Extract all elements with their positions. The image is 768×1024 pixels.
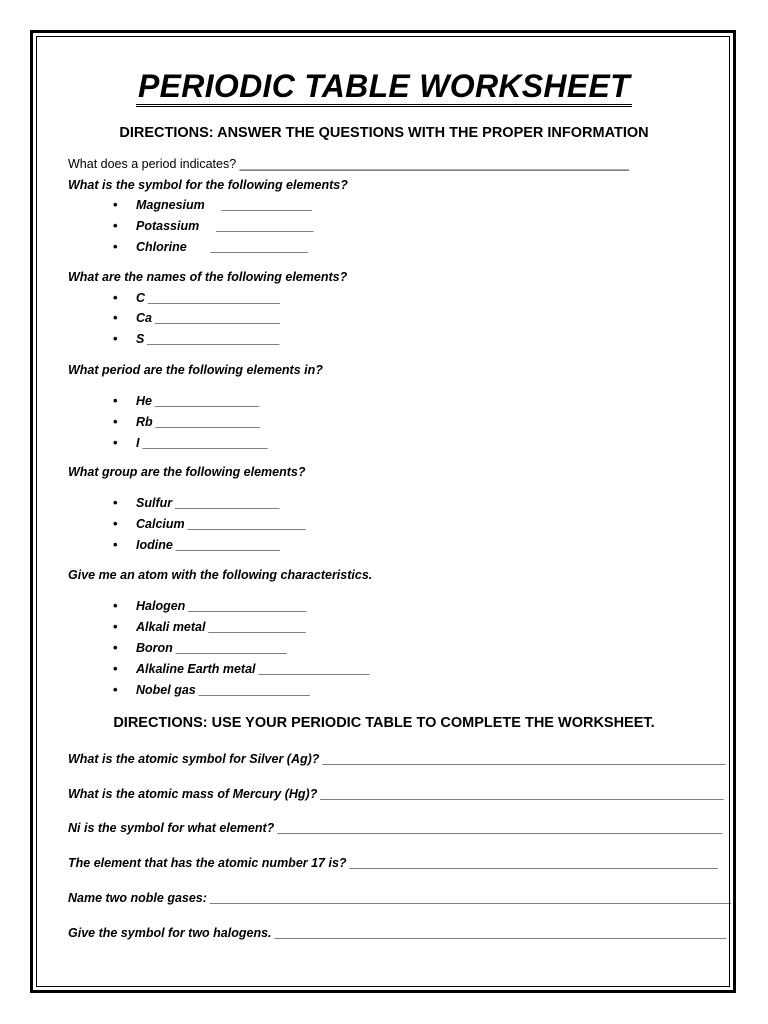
question-period: What does a period indicates? ________________________________________________________ <box>68 157 629 171</box>
group-item: Iodine _______________ <box>136 538 281 552</box>
bullet-dot: • <box>113 495 118 510</box>
question-symbol: What is the symbol for the following elements? <box>68 178 348 192</box>
directions-heading-1: DIRECTIONS: ANSWER THE QUESTIONS WITH THE PROPER INFORMATION <box>119 125 649 141</box>
group-item: Sulfur _______________ <box>136 496 280 510</box>
title-container <box>0 68 768 107</box>
symbol-item: Magnesium _____________ <box>136 198 313 212</box>
bullet-dot: • <box>113 310 118 325</box>
worksheet-question: What is the atomic mass of Mercury (Hg)? __________________________________________________________ <box>68 787 725 801</box>
bullet-dot: • <box>113 331 118 346</box>
bullet-dot: • <box>113 239 118 254</box>
question-period-in: What period are the following elements in? <box>68 363 323 377</box>
worksheet-question: Name two noble gases: ___________________________________________________________________________ <box>68 891 732 905</box>
bullet-dot: • <box>113 414 118 429</box>
bullet-dot: • <box>113 435 118 450</box>
bullet-dot: • <box>113 516 118 531</box>
atom-item: Halogen _________________ <box>136 599 307 613</box>
bullet-dot: • <box>113 661 118 676</box>
bullet-dot: • <box>113 218 118 233</box>
atom-item: Nobel gas ________________ <box>136 683 311 697</box>
period-item: Rb _______________ <box>136 415 261 429</box>
group-item: Calcium _________________ <box>136 517 307 531</box>
bullet-dot: • <box>113 619 118 634</box>
worksheet-question: The element that has the atomic number 17 is? _____________________________________________________ <box>68 856 719 870</box>
question-group: What group are the following elements? <box>68 465 306 479</box>
atom-item: Alkali metal ______________ <box>136 620 307 634</box>
bullet-dot: • <box>113 197 118 212</box>
directions-heading-2: DIRECTIONS: USE YOUR PERIODIC TABLE TO COMPLETE THE WORKSHEET. <box>113 715 655 731</box>
bullet-dot: • <box>113 393 118 408</box>
question-names: What are the names of the following elements? <box>68 270 348 284</box>
name-item: C ___________________ <box>136 291 281 305</box>
name-item: S ___________________ <box>136 332 280 346</box>
period-item: I __________________ <box>136 436 269 450</box>
bullet-dot: • <box>113 682 118 697</box>
period-item: He _______________ <box>136 394 260 408</box>
bullet-dot: • <box>113 640 118 655</box>
symbol-item: Potassium ______________ <box>136 219 314 233</box>
worksheet-question: Give the symbol for two halogens. _________________________________________________________________ <box>68 926 727 940</box>
worksheet-title: PERIODIC TABLE WORKSHEET <box>136 68 632 107</box>
name-item: Ca __________________ <box>136 311 281 325</box>
worksheet-question: Ni is the symbol for what element? ________________________________________________________________ <box>68 821 723 835</box>
bullet-dot: • <box>113 290 118 305</box>
worksheet-question: What is the atomic symbol for Silver (Ag)? __________________________________________________________ <box>68 752 727 766</box>
bullet-dot: • <box>113 537 118 552</box>
symbol-item: Chlorine ______________ <box>136 240 309 254</box>
atom-item: Alkaline Earth metal ________________ <box>136 662 371 676</box>
atom-item: Boron ________________ <box>136 641 288 655</box>
bullet-dot: • <box>113 598 118 613</box>
question-atom: Give me an atom with the following characteristics. <box>68 568 373 582</box>
